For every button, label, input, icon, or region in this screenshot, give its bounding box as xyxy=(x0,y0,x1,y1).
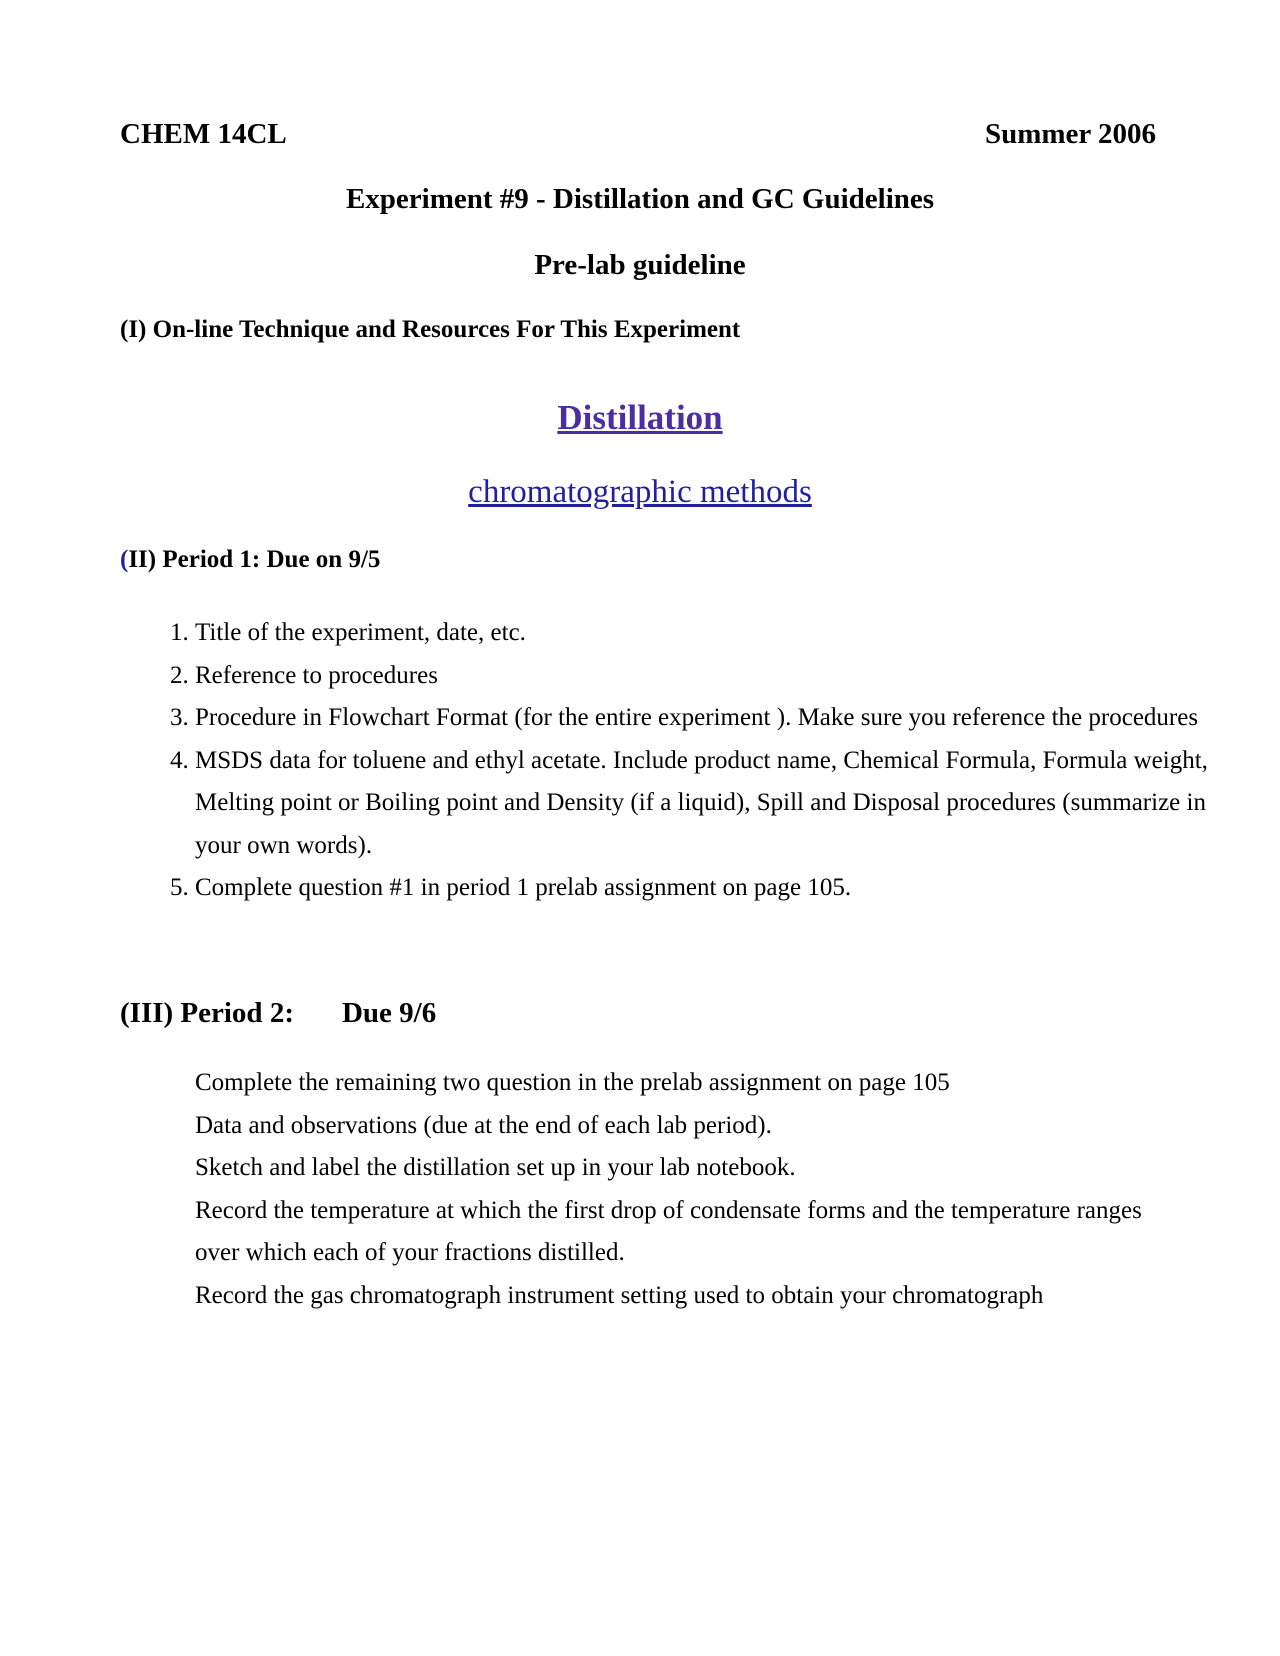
section-3-heading-due: Due 9/6 xyxy=(341,997,437,1029)
page-subtitle: Pre-lab guideline xyxy=(534,249,746,281)
list-item: 3. Procedure in Flowchart Format (for the entire experiment ). Make sure you reference the procedures xyxy=(195,697,1235,740)
term-label: Summer 2006 xyxy=(984,118,1156,150)
course-code: CHEM 14CL xyxy=(120,118,287,150)
section-2-heading-text: II) Period 1: Due on 9/5 xyxy=(128,546,381,573)
section-1-heading: (I) On-line Technique and Resources For This Experiment xyxy=(120,316,741,343)
distillation-link-row xyxy=(0,398,1280,438)
chromatographic-methods-link[interactable]: chromatographic methods xyxy=(468,474,812,510)
period-2-line: Record the temperature at which the first drop of condensate forms and the temperature ranges over which each of your fractions distilled. xyxy=(195,1196,1142,1266)
list-item: 4. MSDS data for toluene and ethyl acetate. Include product name, Chemical Formula, Formula weight, Melting point or Boiling point and Density (if a liquid), Spill and Disposal procedures (summarize in your own words). xyxy=(195,740,1235,868)
period-2-line: Complete the remaining two question in the prelab assignment on page 105 xyxy=(195,1069,950,1096)
page-title: Experiment #9 - Distillation and GC Guidelines xyxy=(345,183,935,215)
period-1-list xyxy=(120,612,1235,910)
section-2-heading-paren: ( xyxy=(120,546,129,573)
chromatographic-methods-link-row xyxy=(0,474,1280,511)
section-3-heading-label: (III) Period 2: xyxy=(120,997,294,1029)
period-2-lines xyxy=(195,1062,1175,1317)
period-2-line: Data and observations (due at the end of each lab period). xyxy=(195,1111,772,1139)
distillation-link[interactable]: Distillation xyxy=(557,398,723,437)
section-3-heading xyxy=(120,997,436,1030)
period-2-line: Sketch and label the distillation set up in your lab notebook. xyxy=(195,1154,796,1181)
section-2-heading xyxy=(120,546,380,574)
list-item: 2. Reference to procedures xyxy=(195,655,1235,698)
list-item: 5. Complete question #1 in period 1 prelab assignment on page 105. xyxy=(195,867,1235,910)
list-item: 1. Title of the experiment, date, etc. xyxy=(195,612,1235,655)
period-2-line: Record the gas chromatograph instrument setting used to obtain your chromatograph xyxy=(195,1281,1044,1309)
